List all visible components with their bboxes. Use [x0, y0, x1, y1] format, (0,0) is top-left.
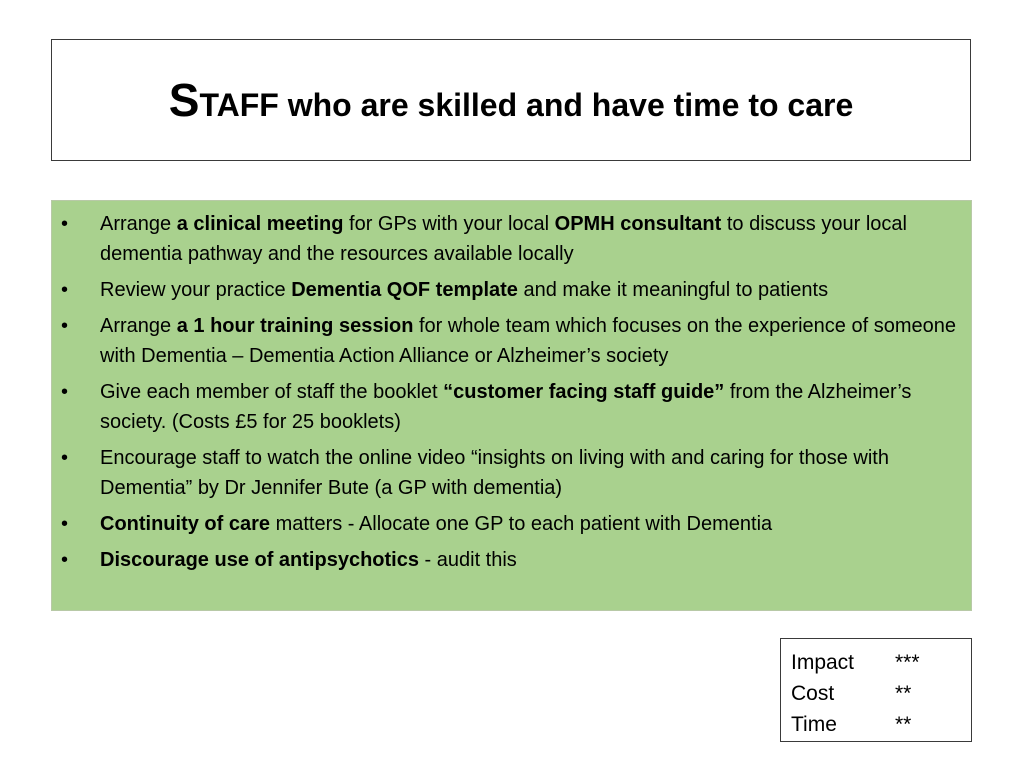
rating-label: Impact	[791, 651, 855, 674]
content-box	[51, 200, 972, 611]
bullet-item	[52, 209, 971, 269]
bullet-bold-text: a 1 hour training session	[176, 315, 414, 337]
bullet-text: Encourage staff to watch the online video “insights on living with and caring for those with Dementia” by Dr Jennifer Bute (a GP with dementia)	[100, 447, 889, 499]
bullet-bold-text: OPMH consultant	[554, 213, 722, 235]
bullet-item	[52, 275, 971, 305]
bullet-list	[52, 201, 971, 575]
bullet-item	[52, 545, 971, 575]
title-box	[51, 39, 971, 161]
rating-row	[791, 678, 971, 709]
bullet-text: from the Alzheimer’s society. (Costs £5 for 25 booklets)	[100, 381, 912, 433]
bullet-text: for GPs with your local	[343, 213, 555, 235]
bullet-bold-text: Discourage use of antipsychotics	[100, 549, 419, 571]
rating-box	[780, 638, 972, 742]
bullet-text: - audit this	[418, 549, 517, 571]
rating-row	[791, 709, 971, 740]
bullet-text: Give each member of staff the booklet	[100, 381, 444, 403]
bullet-dot: •	[61, 381, 69, 403]
rating-stars: **	[895, 713, 912, 736]
title-caps-part: TAFF	[199, 87, 279, 123]
slide-title	[169, 73, 854, 127]
rating-stars: ***	[895, 651, 920, 674]
bullet-text: and make it meaningful to patients	[517, 279, 829, 301]
bullet-text: Review your practice	[100, 279, 292, 301]
bullet-dot: •	[61, 279, 69, 301]
rating-label: Cost	[791, 682, 835, 705]
rating-row	[791, 647, 971, 678]
rating-stars: **	[895, 682, 912, 705]
bullet-dot: •	[61, 549, 69, 571]
title-first-letter: S	[168, 74, 200, 126]
bullet-text: Arrange	[100, 213, 177, 235]
bullet-item	[52, 509, 971, 539]
bullet-text: matters - Allocate one GP to each patient with Dementia	[270, 513, 773, 535]
bullet-bold-text: Dementia QOF template	[291, 279, 518, 301]
bullet-item	[52, 377, 971, 437]
title-rest: who are skilled and have time to care	[278, 87, 854, 123]
bullet-dot: •	[61, 447, 69, 469]
bullet-bold-text: “customer facing staff guide”	[443, 381, 725, 403]
bullet-item	[52, 443, 971, 503]
bullet-dot: •	[61, 213, 69, 235]
bullet-bold-text: Continuity of care	[100, 513, 271, 535]
rating-label: Time	[791, 713, 837, 736]
bullet-item	[52, 311, 971, 371]
bullet-bold-text: a clinical meeting	[176, 213, 344, 235]
bullet-text: to discuss your local dementia pathway and the resources available locally	[100, 213, 907, 265]
bullet-dot: •	[61, 315, 69, 337]
bullet-text: for whole team which focuses on the experience of someone with Dementia – Dementia Action Alliance or Alzheimer’s society	[100, 315, 956, 367]
bullet-dot: •	[61, 513, 69, 535]
bullet-text: Arrange	[100, 315, 177, 337]
